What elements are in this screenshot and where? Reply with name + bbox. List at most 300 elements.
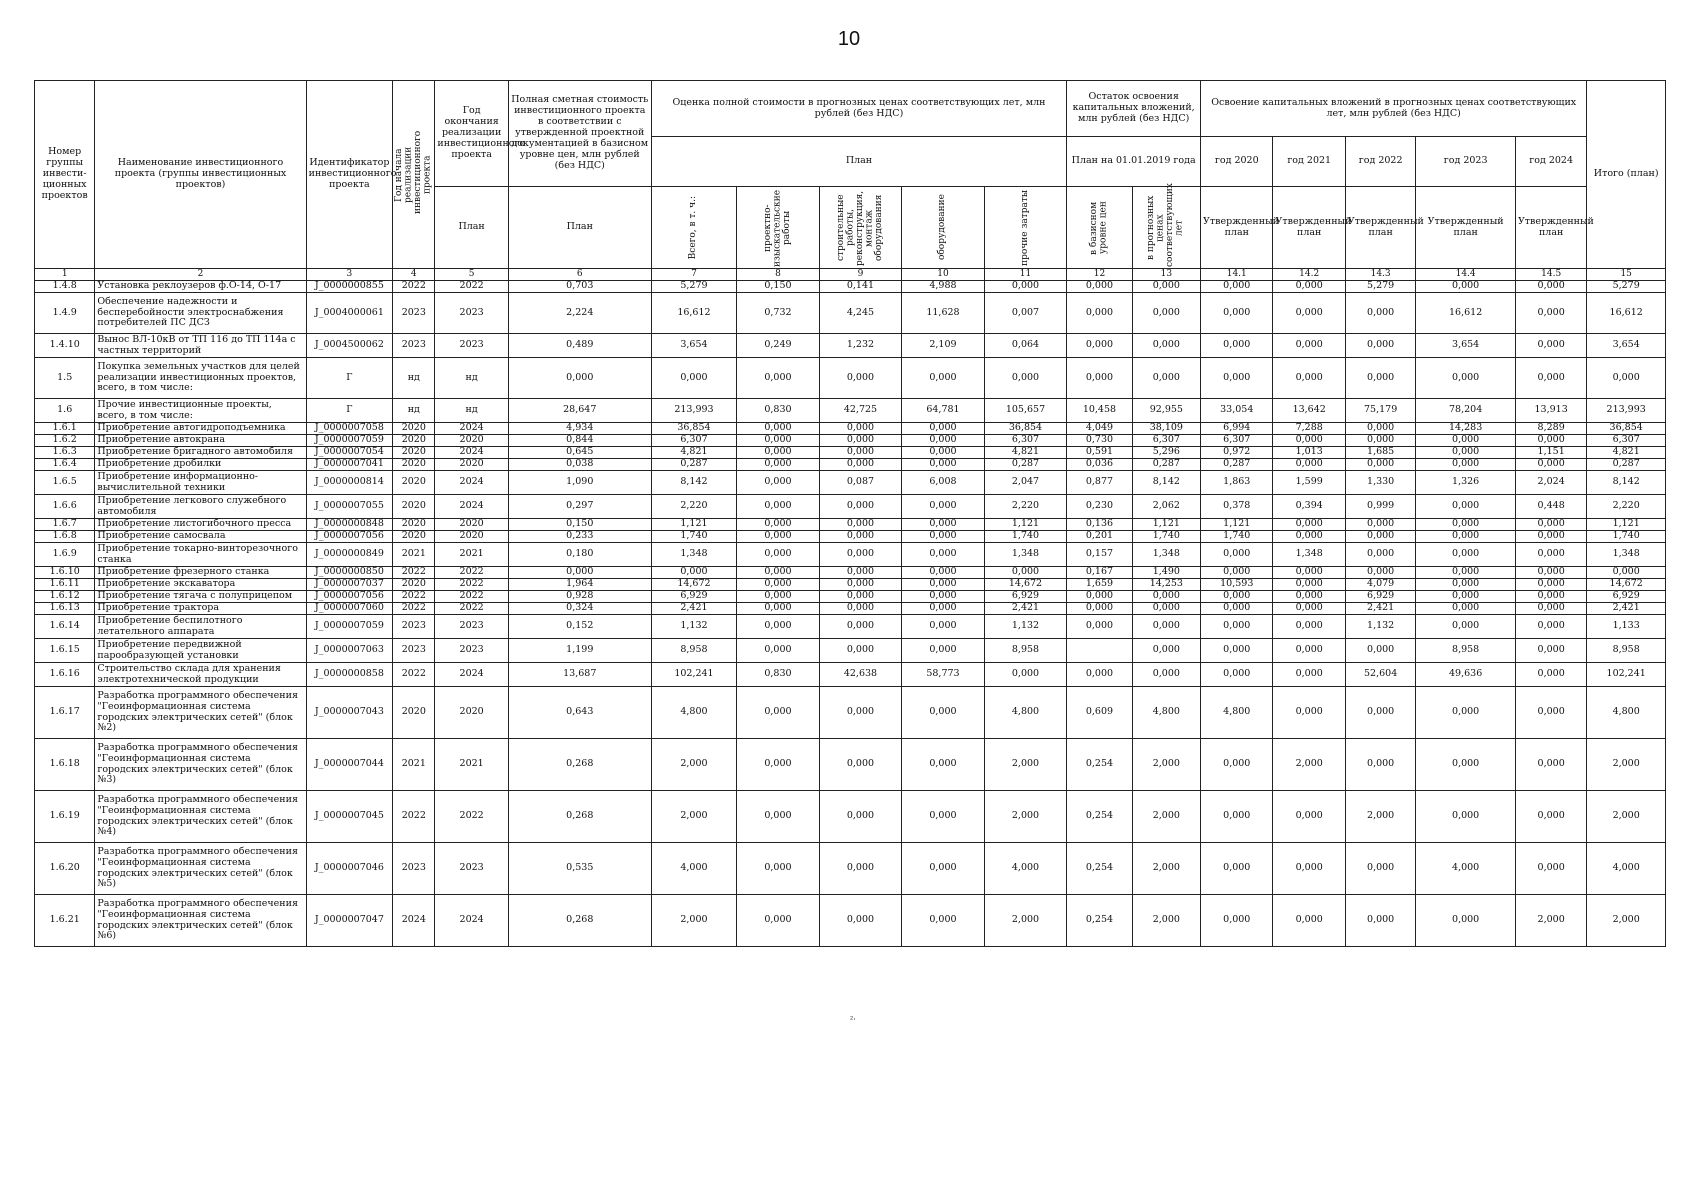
cell-id: Г — [306, 399, 393, 423]
cell-y2023: 0,000 — [1416, 531, 1516, 543]
cell-name: Покупка земельных участков для целей реализации инвестиционных проектов, всего, в том числе: — [95, 358, 306, 399]
cell-y2020: 0,287 — [1201, 459, 1273, 471]
cell-total: 6,307 — [1587, 435, 1666, 447]
cell-full: 0,268 — [508, 791, 651, 843]
cell-end: 2020 — [435, 435, 508, 447]
cell-id: J_0000007046 — [306, 843, 393, 895]
cell-v12: 0,000 — [1067, 358, 1132, 399]
cell-full: 0,268 — [508, 895, 651, 947]
cell-v8: 0,000 — [737, 639, 820, 663]
cell-v12: 0,591 — [1067, 447, 1132, 459]
cell-v9: 0,000 — [819, 447, 902, 459]
cell-total: 5,279 — [1587, 281, 1666, 293]
cell-end: 2024 — [435, 447, 508, 459]
cell-y2021: 0,000 — [1273, 791, 1345, 843]
table-row — [35, 358, 1666, 399]
cell-id: J_0000007058 — [306, 423, 393, 435]
cell-start: 2022 — [393, 567, 435, 579]
cell-end: 2021 — [435, 543, 508, 567]
cell-y2024: 2,000 — [1515, 895, 1586, 947]
cell-total: 4,821 — [1587, 447, 1666, 459]
cell-y2022: 0,000 — [1345, 639, 1415, 663]
cell-y2023: 0,000 — [1416, 567, 1516, 579]
cell-y2023: 0,000 — [1416, 495, 1516, 519]
table-row — [35, 543, 1666, 567]
cell-num: 1.6.8 — [35, 531, 95, 543]
cell-name: Приобретение фрезерного станка — [95, 567, 306, 579]
cell-v7: 2,000 — [651, 739, 737, 791]
header-approved-2020: Утвержденный план — [1201, 187, 1273, 269]
cell-full: 0,535 — [508, 843, 651, 895]
cell-y2021: 1,348 — [1273, 543, 1345, 567]
cell-v9: 0,000 — [819, 423, 902, 435]
header-forecast-level — [1132, 182, 1200, 269]
cell-y2020: 0,000 — [1201, 603, 1273, 615]
cell-y2023: 0,000 — [1416, 895, 1516, 947]
cell-end: 2022 — [435, 591, 508, 603]
cell-y2022: 0,000 — [1345, 687, 1415, 739]
cell-y2021: 0,000 — [1273, 567, 1345, 579]
cell-v10: 0,000 — [902, 639, 985, 663]
cell-full: 0,703 — [508, 281, 651, 293]
cell-total: 2,421 — [1587, 603, 1666, 615]
cell-v13: 1,121 — [1132, 519, 1200, 531]
cell-num: 1.4.9 — [35, 293, 95, 334]
table-row — [35, 639, 1666, 663]
cell-v9: 0,000 — [819, 495, 902, 519]
cell-full: 0,489 — [508, 334, 651, 358]
cell-y2023: 0,000 — [1416, 579, 1516, 591]
cell-start: 2022 — [393, 281, 435, 293]
cell-y2020: 0,000 — [1201, 639, 1273, 663]
header-approved-2021: Утвержденный план — [1273, 187, 1345, 269]
column-number-cell: 12 — [1067, 269, 1132, 281]
cell-end: 2020 — [435, 459, 508, 471]
cell-v9: 0,000 — [819, 591, 902, 603]
cell-v11: 6,307 — [984, 435, 1067, 447]
cell-y2024: 0,000 — [1515, 543, 1586, 567]
cell-y2021: 0,000 — [1273, 281, 1345, 293]
cell-v11: 14,672 — [984, 579, 1067, 591]
cell-y2024: 0,000 — [1515, 687, 1586, 739]
cell-y2023: 0,000 — [1416, 459, 1516, 471]
table-row — [35, 663, 1666, 687]
cell-y2024: 0,000 — [1515, 791, 1586, 843]
cell-v10: 0,000 — [902, 591, 985, 603]
cell-v11: 8,958 — [984, 639, 1067, 663]
cell-id: J_0004500062 — [306, 334, 393, 358]
header-remainder: Остаток освоения капитальных вложений, млн рублей (без НДС) — [1067, 81, 1201, 137]
cell-y2020: 0,000 — [1201, 791, 1273, 843]
cell-v7: 1,121 — [651, 519, 737, 531]
cell-id: J_0000000858 — [306, 663, 393, 687]
cell-y2022: 2,421 — [1345, 603, 1415, 615]
cell-v11: 1,348 — [984, 543, 1067, 567]
cell-v10: 4,988 — [902, 281, 985, 293]
cell-num: 1.6.5 — [35, 471, 95, 495]
cell-v7: 6,307 — [651, 435, 737, 447]
cell-full: 0,297 — [508, 495, 651, 519]
cell-v9: 0,000 — [819, 843, 902, 895]
cell-y2022: 75,179 — [1345, 399, 1415, 423]
cell-v13: 0,000 — [1132, 603, 1200, 615]
cell-name: Приобретение листогибочного пресса — [95, 519, 306, 531]
cell-full: 0,268 — [508, 739, 651, 791]
cell-num: 1.6.1 — [35, 423, 95, 435]
cell-v12: 0,254 — [1067, 791, 1132, 843]
cell-v13: 4,800 — [1132, 687, 1200, 739]
cell-y2021: 0,000 — [1273, 435, 1345, 447]
cell-v7: 213,993 — [651, 399, 737, 423]
header-cost-plan: План — [508, 187, 651, 269]
cell-total: 2,000 — [1587, 895, 1666, 947]
cell-full: 2,224 — [508, 293, 651, 334]
table-row — [35, 459, 1666, 471]
cell-v13: 0,000 — [1132, 639, 1200, 663]
table-row — [35, 435, 1666, 447]
cell-v8: 0,000 — [737, 895, 820, 947]
cell-v12: 0,036 — [1067, 459, 1132, 471]
cell-y2021: 0,000 — [1273, 459, 1345, 471]
column-number-cell: 6 — [508, 269, 651, 281]
cell-v12 — [1067, 639, 1132, 663]
cell-v11: 4,800 — [984, 687, 1067, 739]
cell-y2020: 0,000 — [1201, 358, 1273, 399]
header-forecast-level-text: в прогнозных ценах соответствующих лет — [1146, 182, 1185, 267]
cell-y2020: 0,000 — [1201, 663, 1273, 687]
cell-v13: 0,000 — [1132, 334, 1200, 358]
header-plan-on-date: План на 01.01.2019 года — [1067, 137, 1201, 187]
cell-id: J_0000000848 — [306, 519, 393, 531]
cell-full: 0,844 — [508, 435, 651, 447]
table-body — [35, 269, 1666, 947]
cell-end: 2023 — [435, 639, 508, 663]
cell-v13: 0,287 — [1132, 459, 1200, 471]
cell-v10: 0,000 — [902, 423, 985, 435]
cell-v13: 2,000 — [1132, 895, 1200, 947]
header-group-number: Номер группы инвести-ционных проектов — [35, 81, 95, 269]
cell-name: Приобретение токарно-винторезочного станка — [95, 543, 306, 567]
header-approved-2023: Утвержденный план — [1416, 187, 1516, 269]
cell-name: Вынос ВЛ-10кВ от ТП 116 до ТП 114а с частных территорий — [95, 334, 306, 358]
cell-v9: 0,000 — [819, 639, 902, 663]
cell-v7: 8,958 — [651, 639, 737, 663]
cell-y2024: 0,000 — [1515, 519, 1586, 531]
cell-start: 2023 — [393, 615, 435, 639]
cell-start: 2020 — [393, 459, 435, 471]
cell-v8: 0,249 — [737, 334, 820, 358]
cell-name: Разработка программного обеспечения "Геоинформационная система городских электрических сетей" (блок №4) — [95, 791, 306, 843]
cell-v10: 0,000 — [902, 603, 985, 615]
cell-y2024: 0,000 — [1515, 739, 1586, 791]
column-number-cell: 3 — [306, 269, 393, 281]
header-full-cost: Полная сметная стоимость инвестиционного проекта в соответствии с утвержденной проектной документацией в базисном уровне цен, млн рублей (без НДС) — [508, 81, 651, 187]
header-base-level-text: в базисном уровне цен — [1089, 200, 1109, 255]
cell-y2024: 0,000 — [1515, 358, 1586, 399]
cell-y2022: 5,279 — [1345, 281, 1415, 293]
cell-start: 2021 — [393, 543, 435, 567]
cell-y2021: 0,000 — [1273, 519, 1345, 531]
table-row — [35, 567, 1666, 579]
column-number-cell: 15 — [1587, 269, 1666, 281]
cell-num: 1.6.18 — [35, 739, 95, 791]
cell-total: 0,287 — [1587, 459, 1666, 471]
cell-end: 2022 — [435, 791, 508, 843]
cell-v8: 0,000 — [737, 543, 820, 567]
cell-v13: 6,307 — [1132, 435, 1200, 447]
cell-start: 2021 — [393, 739, 435, 791]
cell-y2023: 0,000 — [1416, 447, 1516, 459]
cell-name: Разработка программного обеспечения "Геоинформационная система городских электрических сетей" (блок №6) — [95, 895, 306, 947]
cell-v7: 2,000 — [651, 791, 737, 843]
cell-name: Приобретение автогидроподъемника — [95, 423, 306, 435]
cell-total: 3,654 — [1587, 334, 1666, 358]
cell-v13: 0,000 — [1132, 663, 1200, 687]
cell-y2023: 0,000 — [1416, 791, 1516, 843]
cell-v11: 2,047 — [984, 471, 1067, 495]
header-construction — [819, 187, 902, 269]
header-year-2023: год 2023 — [1416, 137, 1516, 187]
cell-v7: 14,672 — [651, 579, 737, 591]
cell-v12: 0,000 — [1067, 281, 1132, 293]
cell-id: J_0000007059 — [306, 615, 393, 639]
cell-v9: 0,000 — [819, 459, 902, 471]
cell-v9: 42,725 — [819, 399, 902, 423]
cell-v8: 0,000 — [737, 495, 820, 519]
cell-v11: 2,220 — [984, 495, 1067, 519]
column-number-cell: 11 — [984, 269, 1067, 281]
cell-v10: 0,000 — [902, 358, 985, 399]
cell-v7: 1,348 — [651, 543, 737, 567]
cell-v8: 0,000 — [737, 843, 820, 895]
cell-num: 1.6.11 — [35, 579, 95, 591]
cell-total: 2,220 — [1587, 495, 1666, 519]
cell-total: 1,740 — [1587, 531, 1666, 543]
cell-id: J_0000007060 — [306, 603, 393, 615]
cell-v9: 0,000 — [819, 435, 902, 447]
cell-v8: 0,000 — [737, 471, 820, 495]
column-number-cell: 14.4 — [1416, 269, 1516, 281]
cell-v9: 0,087 — [819, 471, 902, 495]
header-other-costs — [984, 187, 1067, 269]
cell-y2024: 0,000 — [1515, 281, 1586, 293]
cell-v8: 0,000 — [737, 603, 820, 615]
cell-v11: 0,007 — [984, 293, 1067, 334]
cell-y2020: 0,000 — [1201, 895, 1273, 947]
column-number-cell: 13 — [1132, 269, 1200, 281]
cell-id: J_0000007054 — [306, 447, 393, 459]
cell-total: 6,929 — [1587, 591, 1666, 603]
cell-id: J_0000000855 — [306, 281, 393, 293]
cell-v8: 0,830 — [737, 399, 820, 423]
column-number-cell: 7 — [651, 269, 737, 281]
cell-end: 2020 — [435, 687, 508, 739]
cell-v9: 0,000 — [819, 531, 902, 543]
cell-id: J_0000000850 — [306, 567, 393, 579]
cell-start: 2023 — [393, 334, 435, 358]
header-total-plan: Итого (план) — [1587, 81, 1666, 269]
cell-y2024: 0,000 — [1515, 603, 1586, 615]
cell-v7: 2,000 — [651, 895, 737, 947]
cell-v10: 0,000 — [902, 579, 985, 591]
cell-v7: 5,279 — [651, 281, 737, 293]
cell-v11: 36,854 — [984, 423, 1067, 435]
cell-name: Приобретение автокрана — [95, 435, 306, 447]
cell-y2024: 0,000 — [1515, 615, 1586, 639]
cell-id: J_0000007047 — [306, 895, 393, 947]
cell-v9: 0,000 — [819, 791, 902, 843]
cell-v11: 2,000 — [984, 895, 1067, 947]
cell-total: 2,000 — [1587, 739, 1666, 791]
page-number: 10 — [837, 28, 861, 50]
cell-id: J_0000007045 — [306, 791, 393, 843]
cell-v10: 11,628 — [902, 293, 985, 334]
cell-v11: 0,287 — [984, 459, 1067, 471]
cell-v12: 0,000 — [1067, 615, 1132, 639]
cell-id: Г — [306, 358, 393, 399]
cell-y2020: 1,740 — [1201, 531, 1273, 543]
cell-v7: 2,220 — [651, 495, 737, 519]
cell-v11: 2,421 — [984, 603, 1067, 615]
cell-y2024: 0,000 — [1515, 459, 1586, 471]
table-row — [35, 281, 1666, 293]
cell-name: Приобретение передвижной парообразующей установки — [95, 639, 306, 663]
cell-v10: 0,000 — [902, 791, 985, 843]
cell-y2024: 0,448 — [1515, 495, 1586, 519]
cell-start: 2023 — [393, 843, 435, 895]
cell-end: 2023 — [435, 334, 508, 358]
cell-v10: 0,000 — [902, 531, 985, 543]
cell-v8: 0,000 — [737, 687, 820, 739]
cell-y2021: 0,000 — [1273, 615, 1345, 639]
cell-total: 16,612 — [1587, 293, 1666, 334]
cell-y2022: 52,604 — [1345, 663, 1415, 687]
cell-name: Приобретение информационно-вычислительной техники — [95, 471, 306, 495]
cell-v8: 0,000 — [737, 519, 820, 531]
column-number-cell: 14.2 — [1273, 269, 1345, 281]
cell-v13: 2,000 — [1132, 791, 1200, 843]
cell-full: 0,000 — [508, 567, 651, 579]
cell-v7: 4,000 — [651, 843, 737, 895]
cell-end: 2022 — [435, 579, 508, 591]
cell-y2023: 0,000 — [1416, 435, 1516, 447]
cell-v7: 16,612 — [651, 293, 737, 334]
cell-y2023: 1,326 — [1416, 471, 1516, 495]
cell-v10: 6,008 — [902, 471, 985, 495]
cell-y2021: 0,000 — [1273, 334, 1345, 358]
table-row — [35, 399, 1666, 423]
table-row — [35, 687, 1666, 739]
cell-y2020: 10,593 — [1201, 579, 1273, 591]
cell-v11: 0,000 — [984, 281, 1067, 293]
cell-v10: 0,000 — [902, 459, 985, 471]
cell-num: 1.6.20 — [35, 843, 95, 895]
cell-name: Приобретение беспилотного летательного аппарата — [95, 615, 306, 639]
cell-v7: 8,142 — [651, 471, 737, 495]
cell-v10: 58,773 — [902, 663, 985, 687]
cell-total: 1,133 — [1587, 615, 1666, 639]
cell-y2020: 1,121 — [1201, 519, 1273, 531]
cell-v11: 4,000 — [984, 843, 1067, 895]
cell-v10: 0,000 — [902, 843, 985, 895]
cell-name: Установка реклоузеров ф.О-14, О-17 — [95, 281, 306, 293]
cell-v10: 0,000 — [902, 435, 985, 447]
cell-name: Приобретение трактора — [95, 603, 306, 615]
column-number-cell: 4 — [393, 269, 435, 281]
cell-start: 2022 — [393, 603, 435, 615]
header-year-2020: год 2020 — [1201, 137, 1273, 187]
cell-y2024: 0,000 — [1515, 435, 1586, 447]
cell-start: 2020 — [393, 471, 435, 495]
cell-v12: 0,167 — [1067, 567, 1132, 579]
cell-id: J_0000007037 — [306, 579, 393, 591]
cell-v8: 0,000 — [737, 567, 820, 579]
cell-v13: 2,000 — [1132, 843, 1200, 895]
column-number-cell: 2 — [95, 269, 306, 281]
cell-v8: 0,000 — [737, 447, 820, 459]
cell-y2021: 0,000 — [1273, 579, 1345, 591]
cell-total: 213,993 — [1587, 399, 1666, 423]
cell-v12: 0,609 — [1067, 687, 1132, 739]
cell-y2024: 2,024 — [1515, 471, 1586, 495]
header-start-year-text: Год начала реализации инвестиционного проекта — [394, 130, 433, 214]
cell-full: 1,090 — [508, 471, 651, 495]
header-other-costs-text: прочие затраты — [1019, 189, 1030, 266]
cell-end: 2023 — [435, 843, 508, 895]
cell-y2022: 0,000 — [1345, 293, 1415, 334]
cell-v10: 0,000 — [902, 567, 985, 579]
cell-y2021: 0,000 — [1273, 531, 1345, 543]
cell-y2020: 0,000 — [1201, 293, 1273, 334]
cell-v12: 0,000 — [1067, 603, 1132, 615]
header-capital-dev: Освоение капитальных вложений в прогнозных ценах соответствующих лет, млн рублей (без НДС) — [1201, 81, 1587, 137]
cell-name: Прочие инвестиционные проекты, всего, в том числе: — [95, 399, 306, 423]
cell-y2024: 0,000 — [1515, 591, 1586, 603]
cell-v13: 0,000 — [1132, 591, 1200, 603]
footnote-mark: ²· — [850, 1015, 856, 1024]
cell-v9: 4,245 — [819, 293, 902, 334]
cell-v11: 0,000 — [984, 663, 1067, 687]
cell-v11: 2,000 — [984, 791, 1067, 843]
cell-v10: 0,000 — [902, 519, 985, 531]
cell-v13: 1,740 — [1132, 531, 1200, 543]
cell-end: нд — [435, 399, 508, 423]
cell-v9: 0,000 — [819, 615, 902, 639]
cell-start: 2024 — [393, 895, 435, 947]
cell-y2023: 0,000 — [1416, 603, 1516, 615]
cell-y2023: 78,204 — [1416, 399, 1516, 423]
cell-v12: 0,877 — [1067, 471, 1132, 495]
cell-start: нд — [393, 399, 435, 423]
cell-v8: 0,830 — [737, 663, 820, 687]
cell-v8: 0,000 — [737, 591, 820, 603]
table-row — [35, 423, 1666, 435]
cell-y2022: 4,079 — [1345, 579, 1415, 591]
cell-num: 1.5 — [35, 358, 95, 399]
table-row — [35, 519, 1666, 531]
cell-v12: 0,730 — [1067, 435, 1132, 447]
cell-y2020: 0,000 — [1201, 281, 1273, 293]
table-row — [35, 495, 1666, 519]
cell-y2022: 0,000 — [1345, 334, 1415, 358]
cell-v9: 42,638 — [819, 663, 902, 687]
cell-y2020: 0,378 — [1201, 495, 1273, 519]
cell-v7: 6,929 — [651, 591, 737, 603]
cell-num: 1.6.19 — [35, 791, 95, 843]
cell-v13: 2,000 — [1132, 739, 1200, 791]
cell-y2022: 2,000 — [1345, 791, 1415, 843]
cell-full: 4,934 — [508, 423, 651, 435]
